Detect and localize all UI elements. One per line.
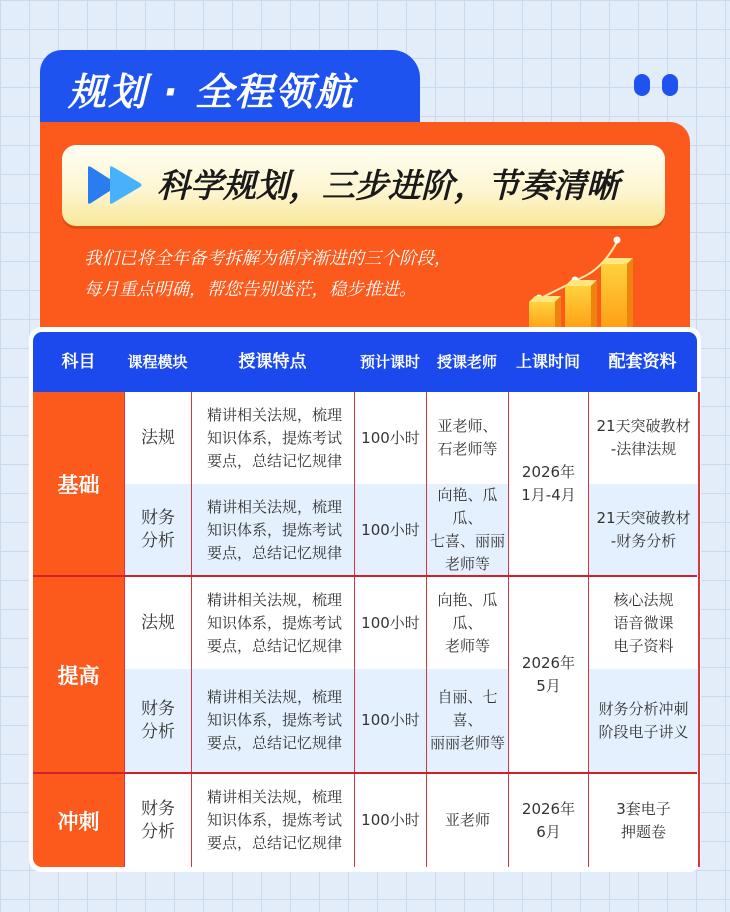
teacher-cell: 向艳、瓜瓜、 七喜、丽丽 老师等 xyxy=(426,484,508,576)
feature-cell: 精讲相关法规，梳理 知识体系，提炼考试 要点，总结记忆规律 xyxy=(191,392,354,484)
module-cell: 法规 xyxy=(124,577,191,669)
slogan-text: 科学规划，三步进阶，节奏清晰 xyxy=(157,166,619,205)
module-cell: 财务 分析 xyxy=(124,484,191,576)
intro-line-1: 我们已将全年备考拆解为循序渐进的三个阶段， xyxy=(84,249,452,269)
material-cell: 财务分析冲刺 阶段电子讲义 xyxy=(588,669,698,772)
intro-line-2: 每月重点明确，帮您告别迷茫，稳步推进。 xyxy=(84,280,417,300)
fast-forward-icon xyxy=(84,165,148,205)
hours-cell: 100小时 xyxy=(354,774,426,867)
time-cell: 2026年 5月 xyxy=(508,577,588,772)
hours-cell: 100小时 xyxy=(354,669,426,772)
header-feature: 授课特点 xyxy=(238,352,307,372)
module-cell: 财务 分析 xyxy=(124,774,191,867)
table-header xyxy=(33,332,697,392)
teacher-cell: 向艳、瓜瓜、 老师等 xyxy=(426,577,508,669)
segment-label-sprint: 冲刺 xyxy=(33,774,124,867)
header-subject: 科目 xyxy=(61,352,96,372)
feature-cell: 精讲相关法规，梳理 知识体系，提炼考试 要点，总结记忆规律 xyxy=(191,774,354,867)
teacher-cell: 自丽、七喜、 丽丽老师等 xyxy=(426,669,508,772)
hours-cell: 100小时 xyxy=(354,484,426,576)
teacher-cell: 亚老师、 石老师等 xyxy=(426,392,508,484)
teacher-cell: 亚老师 xyxy=(426,774,508,867)
segment-label-advanced: 提高 xyxy=(33,577,124,772)
decorative-dots xyxy=(634,74,690,100)
module-cell: 财务 分析 xyxy=(124,669,191,772)
table-right-border xyxy=(698,392,700,867)
header-hours: 预计课时 xyxy=(359,353,420,371)
module-cell: 法规 xyxy=(124,392,191,484)
header-module: 课程模块 xyxy=(127,353,188,371)
hours-cell: 100小时 xyxy=(354,577,426,669)
material-cell: 3套电子 押题卷 xyxy=(588,774,698,867)
material-cell: 21天突破教材 -法律法规 xyxy=(588,392,698,484)
material-cell: 21天突破教材 -财务分析 xyxy=(588,484,698,576)
time-cell: 2026年 1月-4月 xyxy=(508,392,588,576)
feature-cell: 精讲相关法规，梳理 知识体系，提炼考试 要点，总结记忆规律 xyxy=(191,577,354,669)
feature-cell: 精讲相关法规，梳理 知识体系，提炼考试 要点，总结记忆规律 xyxy=(191,669,354,772)
header-time: 上课时间 xyxy=(515,352,580,371)
page-title: 规划 · 全程领航 xyxy=(68,70,355,114)
slogan-banner xyxy=(62,145,665,226)
header-teacher: 授课老师 xyxy=(436,353,497,371)
material-cell: 核心法规 语音微课 电子资料 xyxy=(588,577,698,669)
header-material: 配套资料 xyxy=(608,352,677,372)
intro-text xyxy=(84,244,554,306)
hours-cell: 100小时 xyxy=(354,392,426,484)
segment-label-basic: 基础 xyxy=(33,392,124,576)
time-cell: 2026年 6月 xyxy=(508,774,588,867)
growth-bar-chart-icon xyxy=(525,228,650,332)
feature-cell: 精讲相关法规，梳理 知识体系，提炼考试 要点，总结记忆规律 xyxy=(191,484,354,576)
